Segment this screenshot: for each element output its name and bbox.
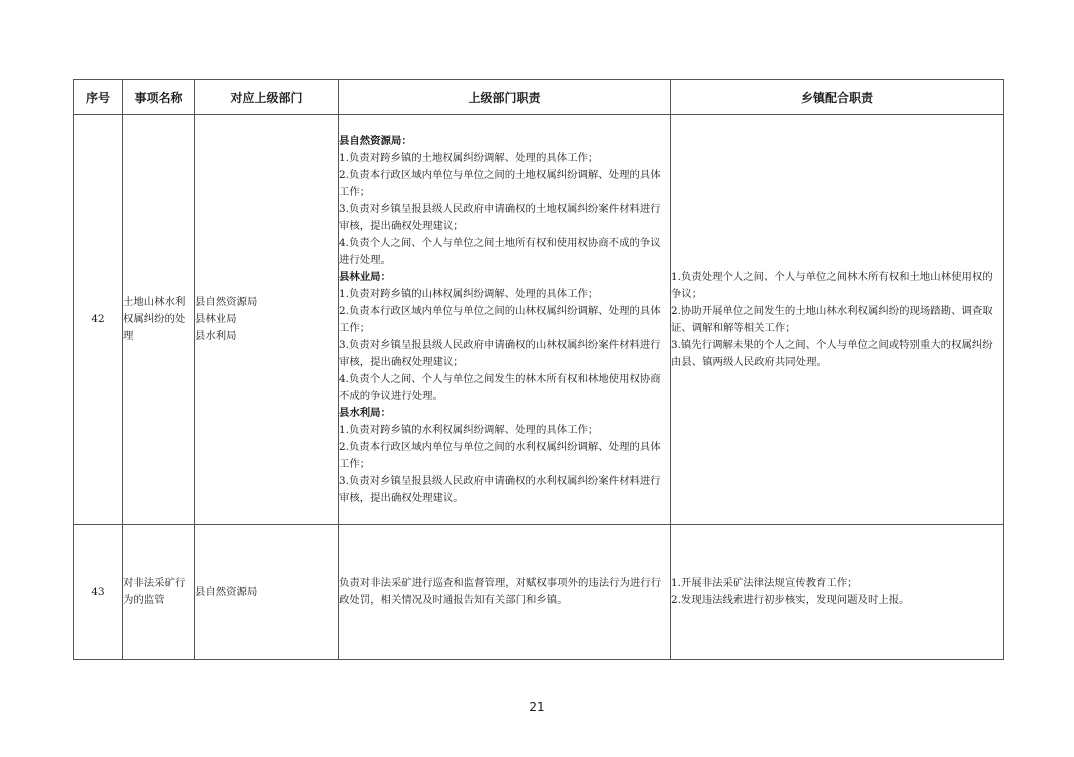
upper-duty-heading: 县林业局：: [339, 270, 391, 283]
town-duty-line: 1.负责处理个人之间、个人与单位之间林木所有权和土地山林使用权的争议；: [671, 270, 993, 300]
header-item-name: 事项名称: [123, 80, 195, 115]
dept-cell: [195, 115, 339, 525]
town-duty-line: 1.开展非法采矿法律法规宣传教育工作；: [671, 577, 858, 589]
upper-duty-line: 3.负责对乡镇呈报县级人民政府申请确权的水利权属纠纷案件材料进行审核，提出确权处理建议。: [339, 474, 661, 504]
table-row: [74, 525, 1004, 660]
town-duties-cell: [671, 115, 1004, 525]
town-duty-line: 2.协助开展单位之间发生的土地山林水利权属纠纷的现场踏勘、调查取证、调解和解等相关工作；: [671, 304, 993, 334]
upper-duty-line: 1.负责对跨乡镇的土地权属纠纷调解、处理的具体工作；: [339, 151, 599, 164]
header-town-duties: 乡镇配合职责: [671, 80, 1004, 115]
upper-duty-line: 1.负责对跨乡镇的山林权属纠纷调解、处理的具体工作；: [339, 287, 599, 300]
upper-duty-line: 2.负责本行政区域内单位与单位之间的水利权属纠纷调解、处理的具体工作；: [339, 440, 661, 470]
dept-line: 县林业局: [195, 313, 237, 325]
town-duty-line: 2.发现违法线索进行初步核实，发现问题及时上报。: [671, 594, 910, 606]
dept-cell: [195, 525, 339, 660]
upper-duty-line: 3.负责对乡镇呈报县级人民政府申请确权的山林权属纠纷案件材料进行审核，提出确权处理建议；: [339, 338, 661, 368]
upper-duty-heading: 县自然资源局：: [339, 134, 412, 147]
upper-duty-line: 2.负责本行政区域内单位与单位之间的山林权属纠纷调解、处理的具体工作；: [339, 304, 661, 334]
header-row: [74, 80, 1004, 115]
upper-duties-cell: [339, 115, 671, 525]
town-duty-line: 3.镇先行调解未果的个人之间、个人与单位之间或特别重大的权属纠纷由县、镇两级人民政府共同处理。: [671, 338, 993, 368]
item-name: 对非法采矿行为的监管: [123, 525, 195, 660]
row-number: 43: [74, 525, 123, 660]
item-name: 土地山林水利权属纠纷的处理: [123, 115, 195, 525]
upper-duty-heading: 县水利局：: [339, 406, 391, 419]
upper-duty-line: 3.负责对乡镇呈报县级人民政府申请确权的土地权属纠纷案件材料进行审核，提出确权处理建议；: [339, 202, 661, 232]
header-upper-duties: 上级部门职责: [339, 80, 671, 115]
upper-duty-line: 2.负责本行政区域内单位与单位之间的土地权属纠纷调解、处理的具体工作；: [339, 168, 661, 198]
row-number: 42: [74, 115, 123, 525]
dept-line: 县自然资源局: [195, 585, 258, 598]
dept-line: 县自然资源局: [195, 296, 258, 308]
page-number: 21: [529, 700, 545, 714]
upper-duty-line: 1.负责对跨乡镇的水利权属纠纷调解、处理的具体工作；: [339, 423, 599, 436]
table-row: [74, 115, 1004, 525]
dept-line: 县水利局: [195, 330, 237, 342]
town-duties-cell: [671, 525, 1004, 660]
upper-duty-line: 负责对非法采矿进行巡查和监督管理，对赋权事项外的违法行为进行行政处罚，相关情况及时通报告知有关部门和乡镇。: [339, 577, 662, 606]
upper-duties-cell: [339, 525, 671, 660]
header-number: 序号: [74, 80, 123, 115]
upper-duty-line: 4.负责个人之间、个人与单位之间土地所有权和使用权协商不成的争议进行处理。: [339, 236, 661, 266]
upper-duty-line: 4.负责个人之间、个人与单位之间发生的林木所有权和林地使用权协商不成的争议进行处理。: [339, 372, 661, 402]
duties-table: [73, 79, 1004, 660]
header-upper-dept: 对应上级部门: [195, 80, 339, 115]
